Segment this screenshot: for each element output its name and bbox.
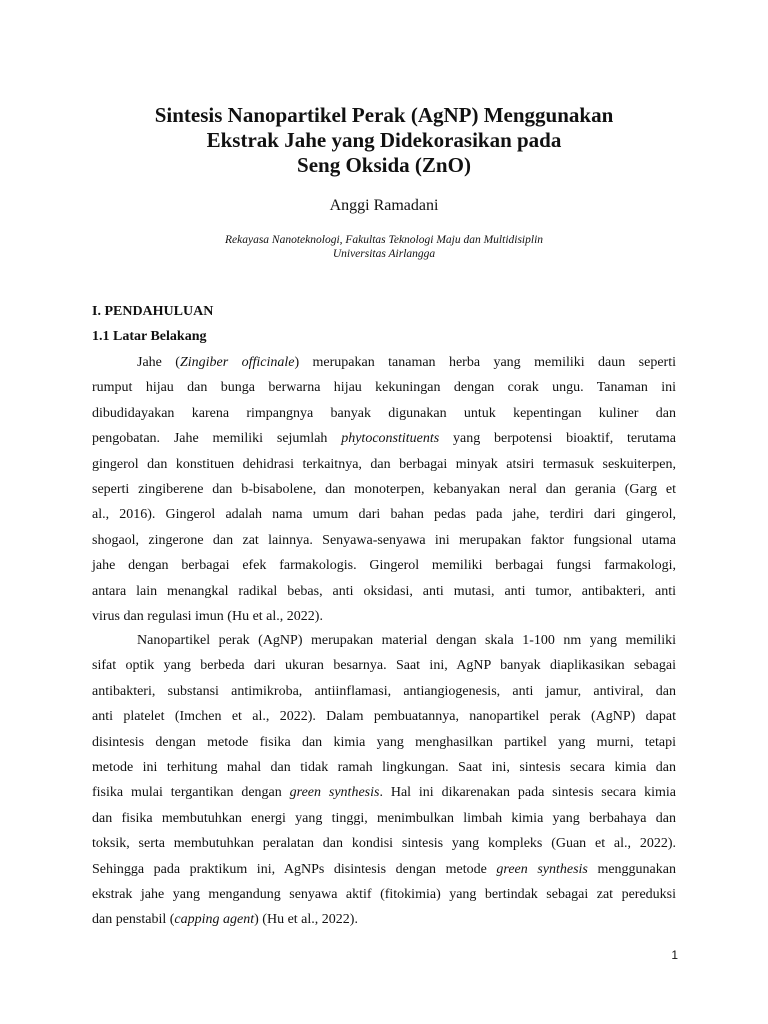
text-run: pengobatan. Jahe memiliki sejumlah (92, 431, 342, 447)
text-run: fisika mulai tergantikan dengan (92, 785, 290, 801)
paragraph-line: antara lain menangkal radikal bebas, anti oksidasi, anti mutasi, anti tumor, antibakteri, anti (92, 583, 676, 599)
title-line-1: Sintesis Nanopartikel Perak (AgNP) Menggunakan (154, 103, 614, 127)
paragraph-line: shogaol, zingerone dan zat lainnya. Senyawa-senyawa ini merupakan faktor fungsional utama (92, 532, 676, 548)
page-number: 1 (671, 948, 678, 962)
subsection-heading: 1.1 Latar Belakang (92, 329, 207, 344)
paragraph-silver-nanoparticles (92, 628, 676, 933)
italic-text: Zingiber officinale (179, 355, 295, 370)
paragraph-line (92, 780, 676, 805)
paragraph-line: toksik, serta membutuhkan peralatan dan kondisi sintesis yang kompleks (Guan et al., 2022). (92, 836, 676, 852)
paragraph-line: al., 2016). Gingerol adalah nama umum dari bahan pedas pada jahe, terdiri dari gingerol, (92, 507, 676, 523)
text-run: . Hal ini dikarenakan pada sintesis secara kimia (379, 785, 677, 801)
author-name: Anggi Ramadani (329, 197, 439, 214)
paragraph-line: dibudidayakan karena rimpangnya banyak digunakan untuk kepentingan kuliner dan (92, 405, 676, 421)
paper-title (0, 103, 768, 178)
text-run: dan penstabil ( (92, 912, 175, 928)
paragraph-line: seperti zingiberene dan b-bisabolene, dan monoterpen, kebanyakan neral dan gerania (Garg et (92, 481, 676, 497)
text-run: menggunakan (587, 861, 676, 877)
text-run: Jahe ( (137, 355, 180, 370)
paragraph-introduction-ginger (92, 350, 676, 629)
paragraph-line: anti platelet (Imchen et al., 2022). Dalam pembuatannya, nanopartikel perak (AgNP) dapat (92, 709, 676, 725)
paragraph-line (92, 907, 676, 932)
italic-text: capping agent (174, 912, 255, 928)
affiliation-line-2: Universitas Airlangga (332, 248, 436, 260)
section-heading: I. PENDAHULUAN (92, 304, 214, 319)
text-run: ) (Hu et al., 2022). (254, 912, 358, 928)
paragraph-line: rumput hijau dan bunga berwarna hijau kekuningan dengan corak ungu. Tanaman ini (92, 380, 676, 396)
paragraph-line: sifat optik yang berbeda dari ukuran besarnya. Saat ini, AgNP banyak diaplikasikan sebagai (92, 658, 676, 674)
paragraph-line (92, 426, 676, 451)
author-affiliation (0, 233, 768, 261)
text-run: Sehingga pada praktikum ini, AgNPs disintesis dengan metode (92, 861, 497, 877)
text-run: yang berpotensi bioaktif, terutama (439, 431, 676, 447)
paragraph-line: virus dan regulasi imun (Hu et al., 2022). (92, 608, 323, 624)
text-run: ) merupakan tanaman herba yang memiliki daun seperti (294, 355, 676, 370)
paragraph-line: ekstrak jahe yang mengandung senyawa aktif (fitokimia) yang bertindak sebagai zat pereduksi (92, 886, 676, 902)
paragraph-line: Nanopartikel perak (AgNP) merupakan material dengan skala 1-100 nm yang memiliki (137, 633, 676, 648)
paragraph-line: gingerol dan konstituen dehidrasi terkaitnya, dan berbagai minyak atsiri termasuk seskuiterpen, (92, 456, 676, 472)
italic-text: green synthesis (496, 861, 588, 877)
paragraph-line: dan fisika membutuhkan energi yang tinggi, menimbulkan limbah kimia yang berbahaya dan (92, 810, 676, 826)
paragraph-line (92, 350, 676, 375)
title-line-3: Seng Oksida (ZnO) (297, 153, 471, 177)
title-line-2: Ekstrak Jahe yang Didekorasikan pada (206, 128, 562, 152)
italic-text: green synthesis (289, 785, 380, 801)
italic-text: phytoconstituents (341, 431, 440, 447)
paragraph-line: jahe dengan berbagai efek farmakologis. Gingerol memiliki berbagai fungsi farmakologi, (92, 558, 676, 574)
paragraph-line: antibakteri, substansi antimikroba, antiinflamasi, antiangiogenesis, anti jamur, antiviral, dan (92, 683, 676, 699)
paragraph-line: disintesis dengan metode fisika dan kimia yang menghasilkan partikel yang murni, tetapi (92, 734, 676, 750)
paragraph-line: metode ini terhitung mahal dan tidak ramah lingkungan. Saat ini, sintesis secara kimia dan (92, 759, 676, 775)
paragraph-line (92, 857, 676, 882)
affiliation-line-1: Rekayasa Nanoteknologi, Fakultas Teknologi Maju dan Multidisiplin (224, 234, 544, 246)
